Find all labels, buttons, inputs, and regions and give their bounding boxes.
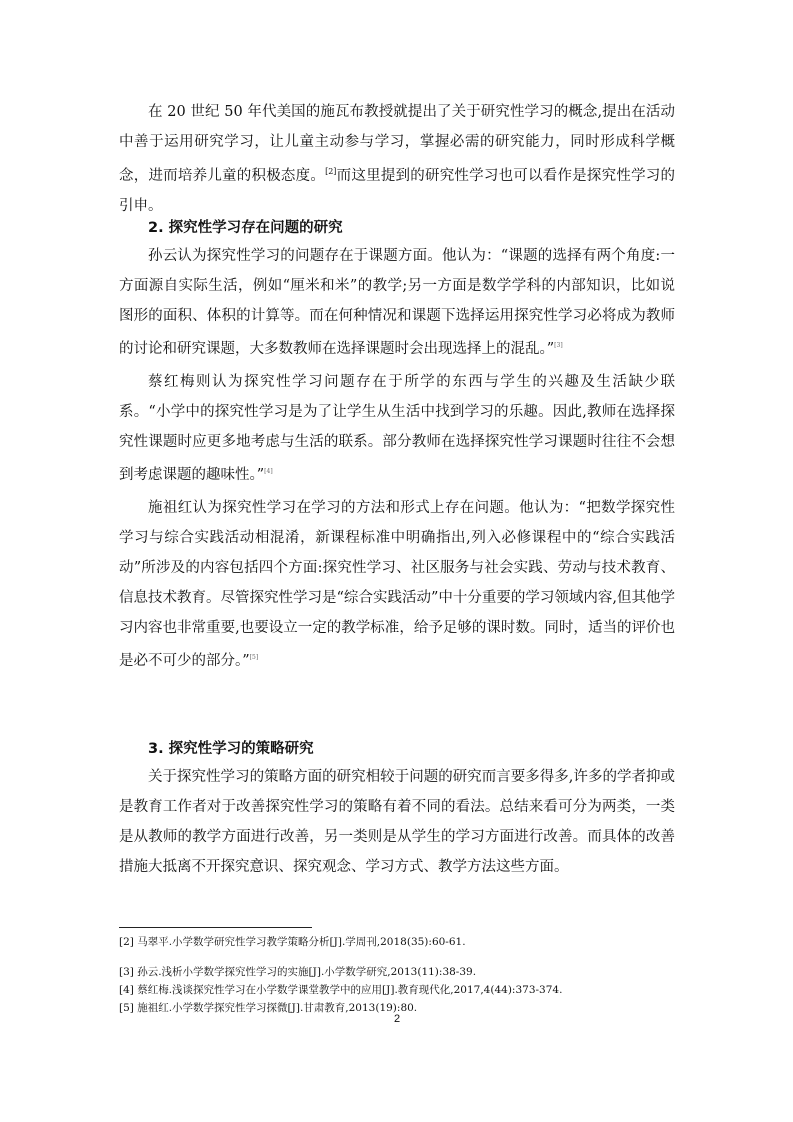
paragraph-5-text: 关于探究性学习的策略方面的研究相较于问题的研究而言要多得多,许多的学者抑或是教育工作者对于改善探究性学习的策略有着不同的看法。总结来看可分为两类，一类是从教师的教学方面进行改善，另一类则是从学生的学习方面进行改善。而具体的改善措施大抵离不开探究意识、探究观念、学习方式、教学方法这些方面。 [119,769,675,875]
citation-4: [4] [264,468,273,475]
paragraph-2-text: 孙云认为探究性学习的问题存在于课题方面。他认为：“课题的选择有两个角度:一方面源自实际生活，例如“厘米和米”的教学;另一方面是数学学科的内部知识，比如说图形的面积、体积的计算等。而在何种情况和课题下选择运用探究性学习必将成为教师的讨论和研究课题，大多数教师在选择课题时会出现选择上的混乱。” [119,248,675,357]
footnote-5: [5] 施祖红.小学数学探究性学习探微[J].甘肃教育,2013(19):80. [119,1002,418,1014]
paragraph-1-tail: 而这里提到的研究性学习也可以看作是探究性学习的引申。 [119,167,676,214]
footnote-separator [119,927,312,928]
paragraph-3-text: 蔡红梅则认为探究性学习问题存在于所学的东西与学生的兴趣及生活缺少联系。“小学中的探究性学习是为了让学生从生活中找到学习的乐趣。因此,教师在选择探究性课题时应更多地考虑与生活的联系。部分教师在选择探究性学习课题时往往不会想到考虑课题的趣味性。” [119,374,675,483]
paragraph-5 [119,762,675,882]
paragraph-3 [119,367,675,490]
footnote-2: [2] 马翠平.小学数学研究性学习教学策略分析[J].学周刊,2018(35):60-61. [119,936,466,948]
paragraph-2 [119,241,675,364]
section-heading-3: 3. 探究性学习的策略研究 [148,741,314,757]
footnote-4: [4] 蔡红梅.浅谈探究性学习在小学数学课堂教学中的应用[J].教育现代化,2017,4(44):373-374. [119,984,563,996]
citation-5: [5] [249,654,259,661]
paragraph-4 [119,493,675,676]
paragraph-1 [119,97,675,221]
footnote-3: [3] 孙云.浅析小学数学探究性学习的实施[J].小学数学研究,2013(11):38-39. [119,966,477,978]
citation-3: [3] [554,342,563,349]
paragraph-4-text: 施祖红认为探究性学习在学习的方法和形式上存在问题。他认为：“把数学探究性学习与综合实践活动相混淆，新课程标准中明确指出,列入必修课程中的“综合实践活动”所涉及的内容包括四个方面:探究性学习、社区服务与社会实践、劳动与技术教育、信息技术教育。尽管探究性学习是“综合实践活动”中十分重要的学习领域内容,但其他学习内容也非常重要,也要设立一定的教学标准，给予足够的课时数。同时，适当的评价也是必不可少的部分。” [119,500,675,669]
paragraph-1-text: 在 20 世纪 50 年代美国的施瓦布教授就提出了关于研究性学习的概念,提出在活动中善于运用研究学习，让儿童主动参与学习，掌握必需的研究能力，同时形成科学概念，进而培养儿童的积极态度。 [119,104,675,184]
section-heading-2: 2. 探究性学习存在问题的研究 [148,220,343,236]
citation-2: [2] [325,167,337,176]
page-number: 2 [393,1013,401,1025]
